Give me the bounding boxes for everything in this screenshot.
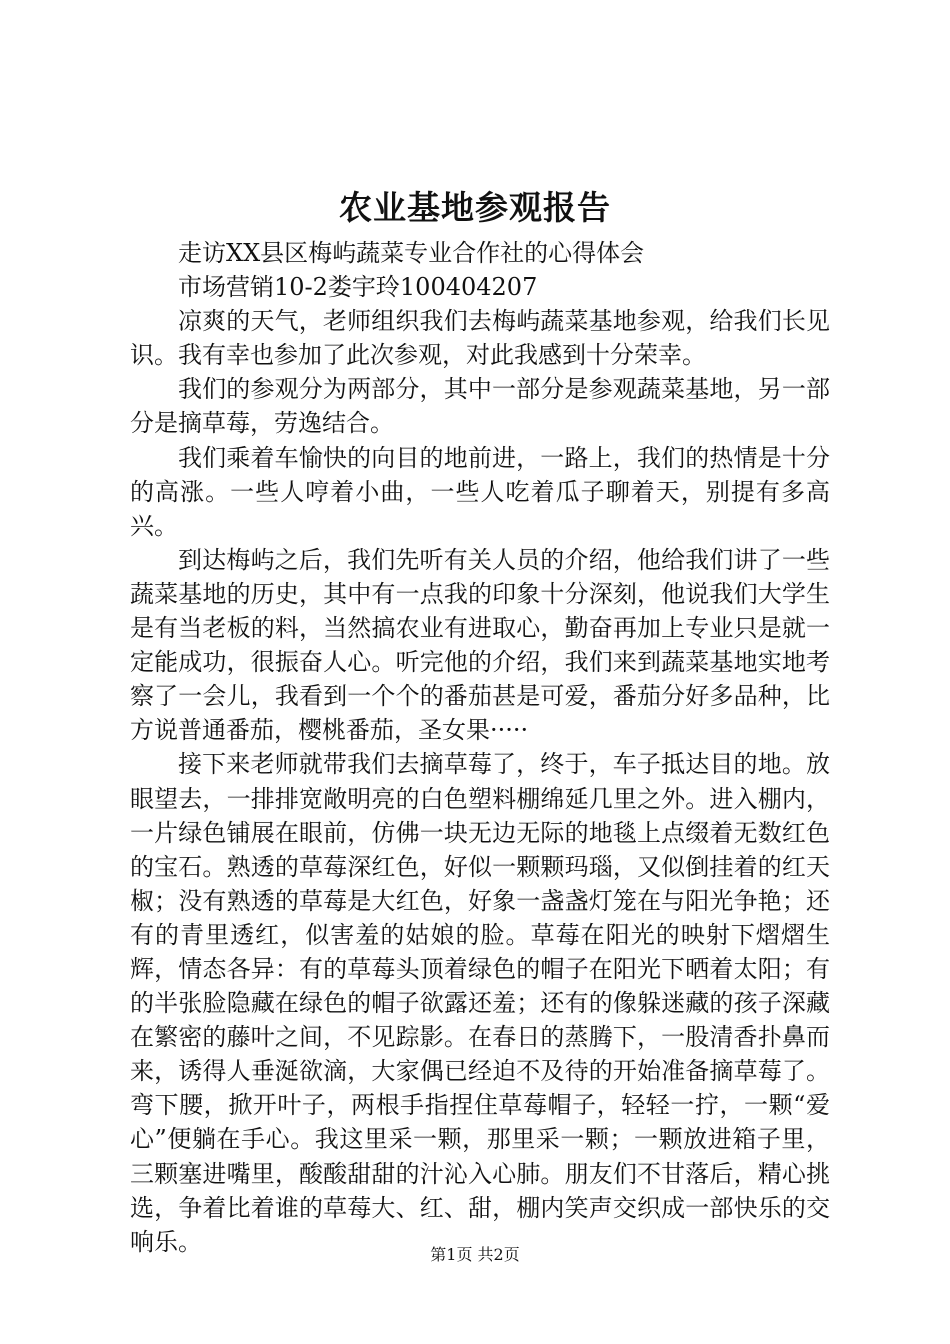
paragraph-1: 凉爽的天气，老师组织我们去梅屿蔬菜基地参观，给我们长见识。我有幸也参加了此次参观，对此我感到十分荣幸。 (130, 307, 830, 370)
paragraph-3: 我们乘着车愉快的向目的地前进，一路上，我们的热情是十分的高涨。一些人哼着小曲，一些人吃着瓜子聊着天，别提有多高兴。 (130, 443, 830, 540)
document-title: 农业基地参观报告 (339, 188, 611, 227)
document-body (130, 236, 830, 1259)
paragraph-2: 我们的参观分为两部分，其中一部分是参观蔬菜基地，另一部分是摘草莓，劳逸结合。 (130, 375, 830, 438)
paragraph-5: 接下来老师就带我们去摘草莓了，终于，车子抵达目的地。放眼望去，一排排宽敞明亮的白色塑料棚绵延几里之外。进入棚内，一片绿色铺展在眼前，仿佛一块无边无际的地毯上点缀着无数红色的宝石。熟透的草莓深红色，好似一颗颗玛瑙，又似倒挂着的红天椒；没有熟透的草莓是大红色，好象一盏盏灯笼在与阳光争艳；还有的青里透红，似害羞的姑娘的脸。草莓在阳光的映射下熠熠生辉，情态各异：有的草莓头顶着绿色的帽子在阳光下晒着太阳；有的半张脸隐藏在绿色的帽子欲露还羞；还有的像躲迷藏的孩子深藏在繁密的藤叶之间，不见踪影。在春日的蒸腾下，一股清香扑鼻而来，诱得人垂涎欲滴，大家偶已经迫不及待的开始准备摘草莓了。弯下腰，掀开叶子，两根手指捏住草莓帽子，轻轻一拧，一颗“爱心”便躺在手心。我这里采一颗，那里采一颗；一颗放进箱子里，三颗塞进嘴里，酸酸甜甜的汁沁入心肺。朋友们不甘落后，精心挑选，争着比着谁的草莓大、红、甜，棚内笑声交织成一部快乐的交响乐。 (130, 750, 830, 1256)
paragraph-4: 到达梅屿之后，我们先听有关人员的介绍，他给我们讲了一些蔬菜基地的历史，其中有一点我的印象十分深刻，他说我们大学生是有当老板的料，当然搞农业有进取心，勤奋再加上专业只是就一定能成功，很振奋人心。听完他的介绍，我们来到蔬菜基地实地考察了一会儿，我看到一个个的番茄甚是可爱，番茄分好多品种，比方说普通番茄，樱桃番茄，圣女果····· (130, 545, 830, 745)
author-line: 市场营销10-2娄宇玲100404207 (178, 273, 538, 302)
document-subtitle: 走访XX县区梅屿蔬菜专业合作社的心得体会 (178, 239, 645, 267)
page-footer: 第1页 共2页 (430, 1245, 520, 1264)
